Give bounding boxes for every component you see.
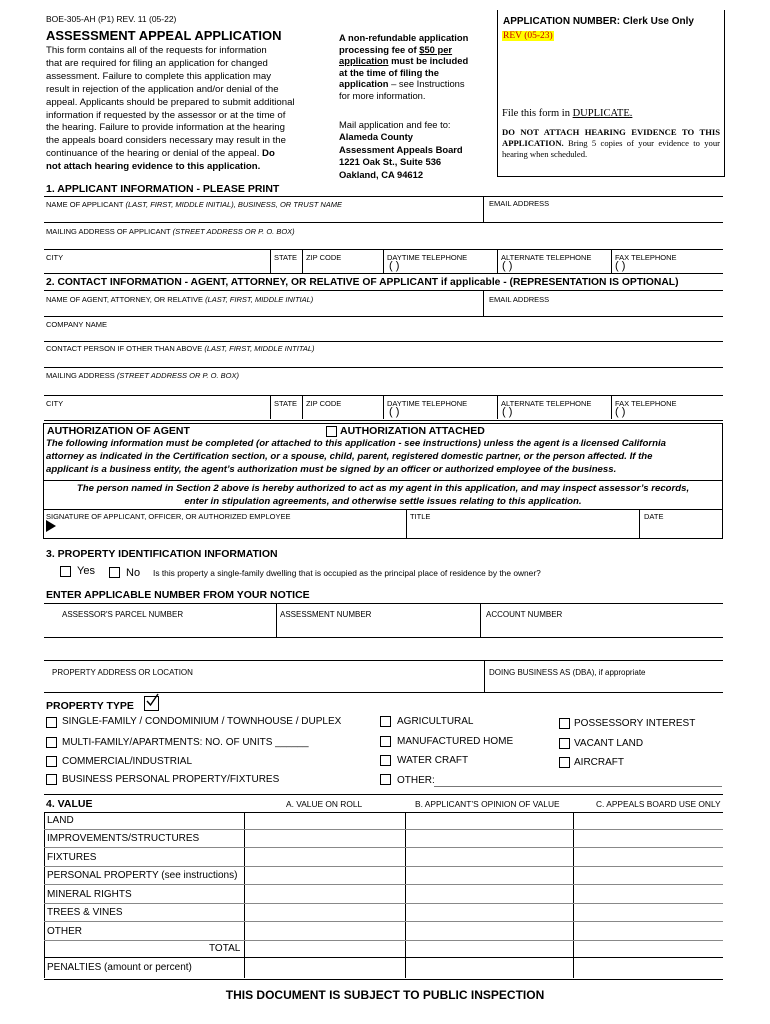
- title-label: TITLE: [410, 512, 431, 521]
- type-commercial-checkbox[interactable]: [46, 756, 57, 767]
- value-row-improvements: IMPROVEMENTS/STRUCTURES: [47, 833, 200, 844]
- file-duplicate: File this form in DUPLICATE.: [502, 108, 633, 119]
- applicant-email-label: EMAIL ADDRESS: [489, 199, 550, 208]
- agent-mailing-label: MAILING ADDRESS (STREET ADDRESS OR P. O. BOX): [46, 371, 239, 380]
- value-row-penalties: PENALTIES (amount or percent): [47, 962, 192, 973]
- type-single-family-checkbox[interactable]: [46, 717, 57, 728]
- public-inspection-notice: THIS DOCUMENT IS SUBJECT TO PUBLIC INSPECTION: [225, 988, 545, 1002]
- section1-title: 1. APPLICANT INFORMATION - PLEASE PRINT: [46, 183, 280, 195]
- agent-zip-label: ZIP CODE: [306, 399, 342, 408]
- fee-notice: A non-refundable application processing fee of $50 per application must be included at the time of filing the application – see Instructions for more information.: [339, 32, 469, 101]
- value-row-total: TOTAL: [209, 943, 241, 954]
- applicant-name-label: NAME OF APPLICANT (LAST, FIRST, MIDDLE INITIAL), BUSINESS, OR TRUST NAME: [46, 200, 343, 209]
- type-aircraft-checkbox[interactable]: [559, 757, 570, 768]
- agent-fax-paren: ( ): [615, 406, 626, 418]
- parcel-number-label: ASSESSOR'S PARCEL NUMBER: [62, 610, 184, 619]
- type-aircraft-label: AIRCRAFT: [574, 757, 624, 768]
- agent-alt-label: ALTERNATE TELEPHONE: [501, 399, 592, 408]
- intro-text: This form contains all of the requests for information that are required for filing an application for changed assessment. Failure to complete this application may result in rejection of the application and/or denial of the appeal. Applicants should be prepared to submit additional information if requested by the assessor or at the time of the hearing. Failure to provide information at the hearing the appeals board considers necessary may result in the continuance of the hearing or denial of the appeal. Do not attach hearing evidence to this application.: [46, 45, 295, 173]
- type-multi-family-label: MULTI-FAMILY/APARTMENTS: NO. OF UNITS ______: [62, 737, 309, 748]
- type-other-line[interactable]: [434, 786, 722, 787]
- applicant-daytime-paren: ( ): [389, 260, 400, 272]
- no-label: No: [126, 567, 141, 579]
- type-water-craft-checkbox[interactable]: [380, 755, 391, 766]
- section3-title: 3. PROPERTY IDENTIFICATION INFORMATION: [46, 548, 278, 560]
- type-vacant-label: VACANT LAND: [574, 738, 644, 749]
- authorization-attached-checkbox[interactable]: [326, 426, 337, 437]
- type-vacant-checkbox[interactable]: [559, 738, 570, 749]
- type-other-label: OTHER:: [397, 775, 435, 786]
- account-number-label: ACCOUNT NUMBER: [486, 610, 563, 619]
- value-row-land: LAND: [47, 815, 74, 826]
- type-single-family-label: SINGLE-FAMILY / CONDOMINIUM / TOWNHOUSE / DUPLEX: [62, 716, 342, 727]
- type-possessory-checkbox[interactable]: [559, 718, 570, 729]
- type-multi-family-checkbox[interactable]: [46, 737, 57, 748]
- applicant-alt-label: ALTERNATE TELEPHONE: [501, 253, 592, 262]
- applicant-fax-paren: ( ): [615, 260, 626, 272]
- agent-contact-label: CONTACT PERSON IF OTHER THAN ABOVE (LAST, FIRST, MIDDLE INTITAL): [46, 344, 315, 353]
- dba-label: DOING BUSINESS AS (DBA), if appropriate: [489, 668, 646, 677]
- form-code: BOE-305-AH (P1) REV. 11 (05-22): [46, 14, 177, 24]
- application-number-label: APPLICATION NUMBER: Clerk Use Only: [503, 16, 694, 27]
- type-other-checkbox[interactable]: [380, 774, 391, 785]
- applicant-daytime-label: DAYTIME TELEPHONE: [387, 253, 468, 262]
- type-agricultural-label: AGRICULTURAL: [397, 716, 474, 727]
- date-label: DATE: [644, 512, 664, 521]
- type-manufactured-label: MANUFACTURED HOME: [397, 736, 514, 747]
- enter-number-heading: ENTER APPLICABLE NUMBER FROM YOUR NOTICE: [46, 589, 310, 601]
- authorization-text: The following information must be completed (or attached to this application - see instructions) unless the agent is a licensed California attorney as indicated in the Certification section, or a spouse, child, parent, registered domestic partner, or the person affected. If the applicant is a business entity, the agent’s authorization must be signed by an officer or authorized employee of the business.: [46, 438, 666, 475]
- value-row-fixtures: FIXTURES: [47, 852, 97, 863]
- type-business-label: BUSINESS PERSONAL PROPERTY/FIXTURES: [62, 774, 280, 785]
- authorization-title: AUTHORIZATION OF AGENT: [47, 425, 190, 437]
- value-row-personal-property: PERSONAL PROPERTY (see instructions): [47, 870, 238, 881]
- property-type-checkmark-icon: [144, 696, 159, 711]
- signature-label: SIGNATURE OF APPLICANT, OFFICER, OR AUTHORIZED EMPLOYEE: [46, 512, 291, 521]
- agent-fax-label: FAX TELEPHONE: [615, 399, 677, 408]
- property-address-label: PROPERTY ADDRESS OR LOCATION: [52, 668, 193, 677]
- agent-daytime-paren: ( ): [389, 406, 400, 418]
- value-row-mineral-rights: MINERAL RIGHTS: [47, 889, 132, 900]
- agent-daytime-label: DAYTIME TELEPHONE: [387, 399, 468, 408]
- applicant-state-label: STATE: [274, 253, 298, 262]
- value-row-trees-vines: TREES & VINES: [47, 907, 123, 918]
- signature-arrow-icon: [46, 520, 56, 532]
- mail-to: Mail application and fee to: Alameda County Assessment Appeals Board 1221 Oak St., Suite 536 Oakland, CA 94612: [339, 119, 463, 180]
- applicant-alt-paren: ( ): [502, 260, 513, 272]
- authorization-attached-label: AUTHORIZATION ATTACHED: [340, 425, 485, 437]
- rev-stamp: REV (05-23): [503, 31, 553, 41]
- applicant-fax-label: FAX TELEPHONE: [615, 253, 677, 262]
- type-manufactured-checkbox[interactable]: [380, 736, 391, 747]
- agent-company-label: COMPANY NAME: [46, 320, 107, 329]
- section4-title: 4. VALUE: [46, 798, 93, 810]
- type-agricultural-checkbox[interactable]: [380, 716, 391, 727]
- form-title: ASSESSMENT APPEAL APPLICATION: [46, 28, 282, 43]
- applicant-zip-label: ZIP CODE: [306, 253, 342, 262]
- yes-label: Yes: [77, 565, 95, 577]
- no-checkbox[interactable]: [109, 567, 120, 578]
- type-business-checkbox[interactable]: [46, 774, 57, 785]
- applicant-city-label: CITY: [46, 253, 64, 262]
- yes-checkbox[interactable]: [60, 566, 71, 577]
- agent-name-label: NAME OF AGENT, ATTORNEY, OR RELATIVE (LAST, FIRST, MIDDLE INITIAL): [46, 295, 314, 304]
- type-water-craft-label: WATER CRAFT: [397, 755, 469, 766]
- col-b-header: B. APPLICANT’S OPINION OF VALUE: [415, 799, 560, 809]
- value-table: [44, 794, 723, 980]
- agent-city-label: CITY: [46, 399, 64, 408]
- agent-email-label: EMAIL ADDRESS: [489, 295, 550, 304]
- assessment-number-label: ASSESSMENT NUMBER: [280, 610, 372, 619]
- type-possessory-label: POSSESSORY INTEREST: [574, 718, 696, 729]
- value-row-other: OTHER: [47, 926, 82, 937]
- agent-state-label: STATE: [274, 399, 298, 408]
- no-evidence-note: DO NOT ATTACH HEARING EVIDENCE TO THIS APPLICATION. Bring 5 copies of your evidence to your hearing when scheduled.: [502, 127, 720, 159]
- owner-occupied-question: Is this property a single-family dwelling that is occupied as the principal place of residence by the owner?: [153, 568, 541, 578]
- col-c-header: C. APPEALS BOARD USE ONLY: [596, 799, 721, 809]
- applicant-mailing-label: MAILING ADDRESS OF APPLICANT (STREET ADDRESS OR P. O. BOX): [46, 227, 295, 236]
- section2-title: 2. CONTACT INFORMATION - AGENT, ATTORNEY, OR RELATIVE OF APPLICANT if applicable - (REPRESENTATION IS OPTIONAL): [46, 277, 679, 288]
- authorization-statement: The person named in Section 2 above is hereby authorized to act as my agent in this application, and may inspect assessor’s records, enter in stipulation agreements, and otherwise settle issues relating to this application.: [76, 483, 690, 507]
- property-type-title: PROPERTY TYPE: [46, 700, 134, 712]
- type-commercial-label: COMMERCIAL/INDUSTRIAL: [62, 756, 193, 767]
- agent-alt-paren: ( ): [502, 406, 513, 418]
- col-a-header: A. VALUE ON ROLL: [286, 799, 363, 809]
